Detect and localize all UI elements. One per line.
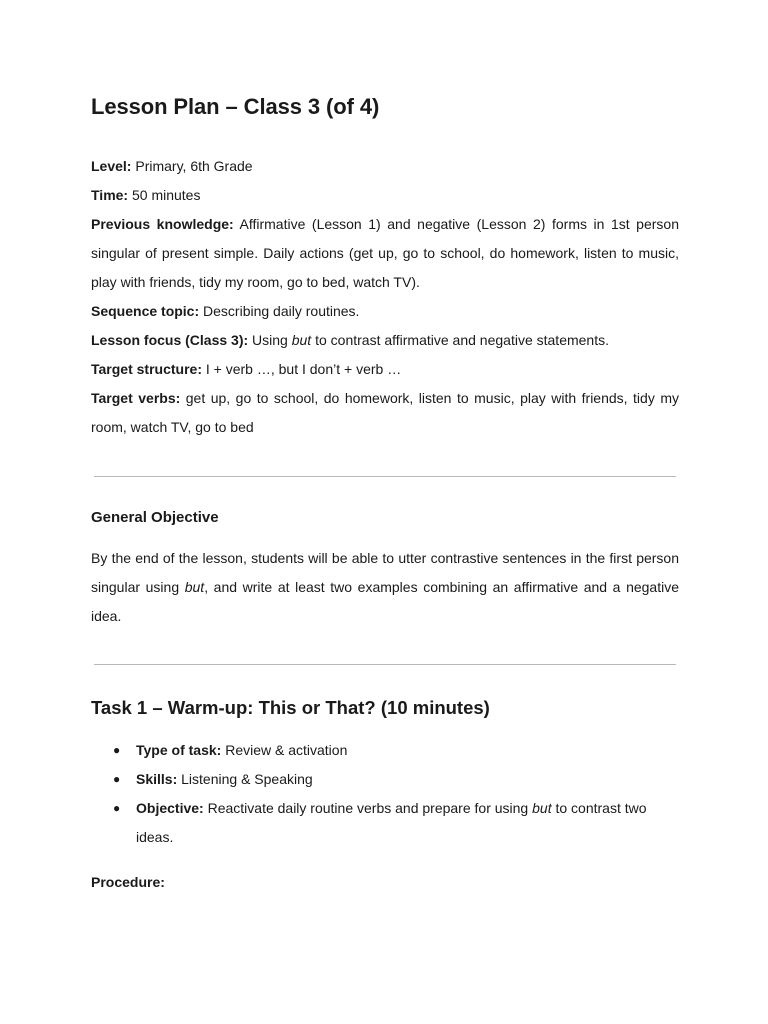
time-value: 50 minutes <box>131 187 201 203</box>
skills-label: Skills: <box>136 771 178 787</box>
procedure-heading: Procedure: <box>91 874 165 890</box>
level-label: Level: <box>91 158 132 174</box>
objective-text-pre: By the end of the lesson, students will be able to utter contrastive sentences in the first person singular using <box>91 550 679 595</box>
target-structure-label: Target structure: <box>91 361 202 377</box>
objective-value-post: to contrast two ideas. <box>136 800 647 845</box>
bullet-icon: ● <box>113 743 121 757</box>
target-verbs-label: Target verbs: <box>91 390 181 406</box>
lesson-focus-label: Lesson focus (Class 3): <box>91 332 249 348</box>
task1-heading: Task 1 – Warm-up: This or That? (10 minutes) <box>91 697 490 718</box>
time-line <box>91 181 679 210</box>
lesson-focus-post: to contrast affirmative and negative statements. <box>315 332 609 348</box>
task1-details-list <box>91 736 679 852</box>
list-item <box>91 794 679 852</box>
lesson-focus-pre: Using <box>252 332 288 348</box>
previous-knowledge-line <box>91 210 679 297</box>
divider <box>94 664 676 665</box>
objective-value-emphasis: but <box>532 800 552 816</box>
time-label: Time: <box>91 187 129 203</box>
task-type-label: Type of task: <box>136 742 222 758</box>
lesson-focus-line <box>91 326 679 355</box>
bullet-icon: ● <box>113 772 121 786</box>
list-item <box>91 736 679 765</box>
level-value: Primary, 6th Grade <box>135 158 253 174</box>
bullet-icon: ● <box>113 801 121 815</box>
objective-value-pre: Reactivate daily routine verbs and prepare for using <box>207 800 529 816</box>
objective-text-emphasis: but <box>184 579 205 595</box>
previous-knowledge-label: Previous knowledge: <box>91 216 234 232</box>
objective-label: Objective: <box>136 800 204 816</box>
divider <box>94 476 676 477</box>
objective-text-post: , and write at least two examples combining an affirmative and a negative idea. <box>91 579 679 624</box>
previous-knowledge-value: Affirmative (Lesson 1) and negative (Lesson 2) forms in 1st person singular of present simple. Daily actions (get up, go to school, do homework, listen to music, play with friends, tidy my room, go to bed, watch TV). <box>91 216 679 290</box>
objective-heading: General Objective <box>91 509 219 526</box>
target-structure-value: I + verb …, but I don’t + verb … <box>205 361 402 377</box>
lesson-focus-emphasis: but <box>291 332 312 348</box>
lesson-metadata <box>91 152 679 442</box>
target-verbs-line <box>91 384 679 442</box>
objective-text <box>91 544 679 631</box>
sequence-topic-label: Sequence topic: <box>91 303 200 319</box>
list-item <box>91 765 679 794</box>
level-line <box>91 152 679 181</box>
skills-value: Listening & Speaking <box>181 771 313 787</box>
sequence-topic-line <box>91 297 679 326</box>
target-structure-line <box>91 355 679 384</box>
target-verbs-value: get up, go to school, do homework, listen to music, play with friends, tidy my room, watch TV, go to bed <box>91 390 679 435</box>
page-title: Lesson Plan – Class 3 (of 4) <box>91 94 380 119</box>
sequence-topic-value: Describing daily routines. <box>203 303 360 319</box>
task-type-value: Review & activation <box>225 742 348 758</box>
